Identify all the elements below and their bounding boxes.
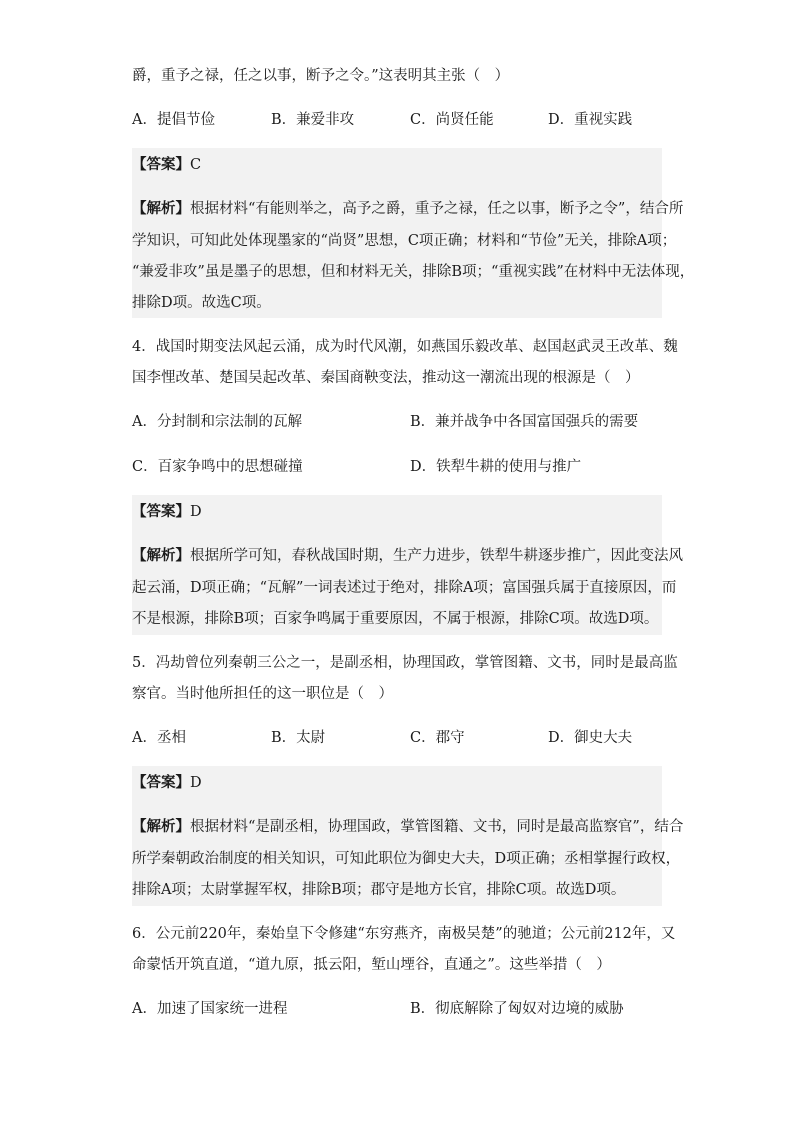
q3-analysis-line-4: 排除D项。故选C项。 bbox=[132, 295, 271, 311]
answer-tag: 【答案】 bbox=[132, 503, 190, 520]
q5-option-d: D．御史大夫 bbox=[548, 730, 633, 746]
analysis-tag: 【解析】 bbox=[132, 547, 190, 564]
q4-answer-value: D bbox=[190, 504, 202, 520]
q6-option-a: A．加速了国家统一进程 bbox=[132, 1001, 288, 1017]
answer-tag: 【答案】 bbox=[132, 774, 190, 791]
q3-answer bbox=[132, 155, 201, 175]
q4-analysis-line-3: 不是根源，排除B项；百家争鸣属于重要原因，不属于根源，排除C项。故选D项。 bbox=[132, 611, 659, 627]
q3-option-a: A．提倡节俭 bbox=[132, 112, 215, 128]
q4-analysis-line-1: 【解析】根据所学可知，春秋战国时期，生产力进步，铁犁牛耕逐步推广，因此变法风 bbox=[132, 547, 683, 564]
q6-stem-line-1: 6．公元前220年，秦始皇下令修建“东穷燕齐，南极吴楚”的驰道；公元前212年，又 bbox=[132, 926, 676, 942]
q5-stem-line-1: 5．冯劫曾位列秦朝三公之一，是副丞相，协理国政，掌管图籍、文书，同时是最高监 bbox=[132, 655, 678, 671]
q4-analysis-line-2: 起云涌，D项正确；“瓦解”一词表述过于绝对，排除A项；富国强兵属于直接原因，而 bbox=[132, 580, 677, 596]
q5-analysis-line-2: 所学秦朝政治制度的相关知识，可知此职位为御史大夫，D项正确；丞相掌握行政权， bbox=[132, 851, 681, 867]
q3-option-b: B．兼爱非攻 bbox=[271, 112, 355, 128]
q4-option-b: B．兼并战争中各国富国强兵的需要 bbox=[410, 414, 639, 430]
q5-answer bbox=[132, 773, 202, 793]
analysis-tag: 【解析】 bbox=[132, 818, 190, 835]
q5-analysis-line-3: 排除A项；太尉掌握军权，排除B项；郡守是地方长官，排除C项。故选D项。 bbox=[132, 882, 626, 898]
q3-answer-value: C bbox=[190, 157, 202, 173]
q5-analysis-line-1: 【解析】根据材料“是副丞相，协理国政，掌管图籍、文书，同时是最高监察官”，结合 bbox=[132, 818, 684, 835]
q4-option-c: C．百家争鸣中的思想碰撞 bbox=[132, 459, 303, 475]
q3-stem-tail: 爵，重予之禄，任之以事，断予之令。”这表明其主张（ ） bbox=[132, 68, 510, 84]
q5-option-b: B．太尉 bbox=[271, 730, 326, 746]
q6-option-b: B．彻底解除了匈奴对边境的威胁 bbox=[410, 1001, 624, 1017]
analysis-tag: 【解析】 bbox=[132, 200, 190, 217]
q3-analysis-line-3: “兼爱非攻”虽是墨子的思想，但和材料无关，排除B项；“重视实践”在材料中无法体现， bbox=[132, 264, 695, 280]
q3-option-d: D．重视实践 bbox=[548, 112, 633, 128]
q4-stem-line-1: 4．战国时期变法风起云涌，成为时代风潮，如燕国乐毅改革、赵国赵武灵王改革、魏 bbox=[132, 339, 678, 355]
q4-answer bbox=[132, 502, 202, 522]
q6-stem-line-2: 命蒙恬开筑直道，“道九原，抵云阳，堑山堙谷，直通之”。这些举措（ ） bbox=[132, 957, 611, 973]
q4-option-d: D．铁犁牛耕的使用与推广 bbox=[410, 459, 582, 475]
q4-option-a: A．分封制和宗法制的瓦解 bbox=[132, 414, 302, 430]
q5-answer-value: D bbox=[190, 775, 202, 791]
q4-stem-line-2: 国李悝改革、楚国吴起改革、秦国商鞅变法，推动这一潮流出现的根源是（ ） bbox=[132, 370, 640, 386]
q5-option-a: A．丞相 bbox=[132, 730, 186, 746]
q5-option-c: C．郡守 bbox=[410, 730, 465, 746]
q3-analysis-line-2: 学知识，可知此处体现墨家的“尚贤”思想，C项正确；材料和“节俭”无关，排除A项； bbox=[132, 233, 677, 249]
q3-analysis-line-1: 【解析】根据材料“有能则举之，高予之爵，重予之禄，任之以事，断予之令”，结合所 bbox=[132, 200, 684, 217]
answer-tag: 【答案】 bbox=[132, 156, 190, 173]
q3-option-c: C．尚贤任能 bbox=[410, 112, 494, 128]
q5-stem-line-2: 察官。当时他所担任的这一职位是（ ） bbox=[132, 686, 393, 702]
